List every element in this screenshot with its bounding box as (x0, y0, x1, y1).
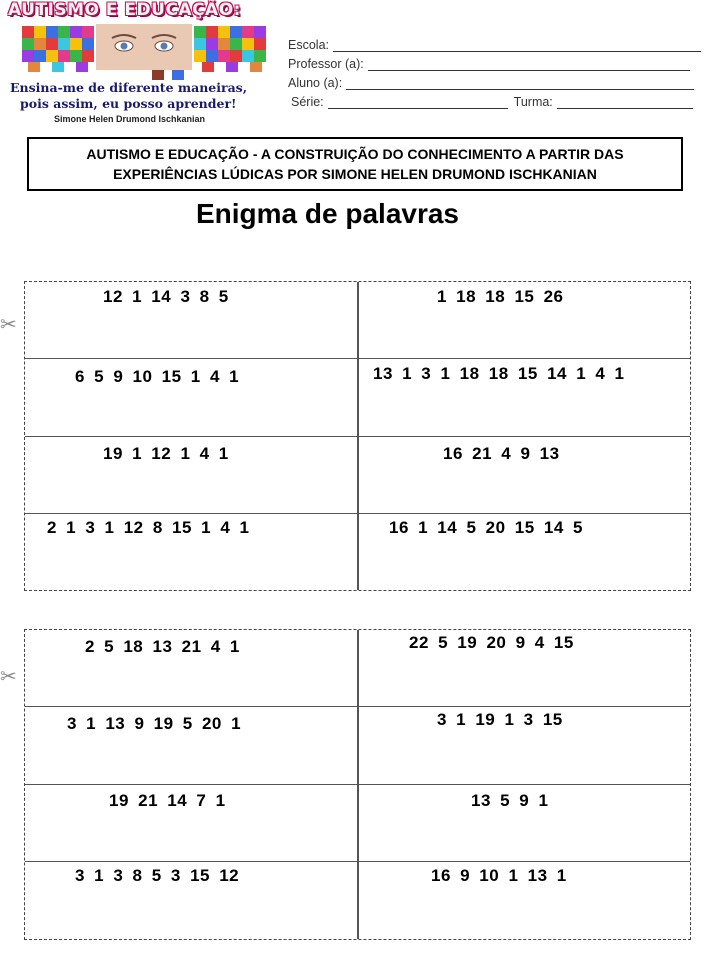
aluno-line[interactable] (346, 77, 694, 90)
professor-label: Professor (a): (288, 57, 364, 71)
cipher-card (24, 281, 691, 591)
cipher-code: 19 1 12 1 4 1 (103, 444, 229, 463)
cipher-card (24, 629, 691, 940)
title-banner (27, 137, 683, 191)
cipher-code: 3 1 3 8 5 3 15 12 (75, 866, 240, 885)
row-divider (25, 706, 690, 707)
cipher-code: 2 5 18 13 21 4 1 (85, 637, 240, 656)
serie-label: Série: (291, 95, 324, 109)
turma-label: Turma: (513, 95, 553, 109)
cipher-code: 16 9 10 1 13 1 (431, 866, 567, 885)
logo-author: Simone Helen Drumond Ischkanian (54, 114, 206, 124)
row-divider (25, 513, 690, 514)
scissors-icon: ✂ (0, 666, 17, 688)
logo-title: AUTISMO E EDUCAÇÃO: (8, 0, 241, 20)
cipher-code: 13 5 9 1 (471, 791, 549, 810)
page-title: Enigma de palavras (196, 198, 460, 229)
scissors-icon: ✂ (0, 314, 17, 336)
cipher-code: 22 5 19 20 9 4 15 (409, 633, 574, 652)
cipher-code: 6 5 9 10 15 1 4 1 (75, 367, 240, 386)
banner-line: AUTISMO E EDUCAÇÃO - A CONSTRUIÇÃO DO CONHECIMENTO A PARTIR DAS (86, 146, 624, 162)
cipher-code: 3 1 19 1 3 15 (437, 710, 563, 729)
professor-line[interactable] (368, 58, 690, 71)
logo-tagline: pois assim, eu posso aprender! (20, 96, 237, 111)
row-divider (25, 861, 690, 862)
professor-field[interactable] (288, 57, 690, 71)
row-divider (25, 784, 690, 785)
banner-line: EXPERIÊNCIAS LÚDICAS POR SIMONE HELEN DRUMOND ISCHKANIAN (113, 166, 597, 182)
serie-line[interactable] (328, 96, 508, 109)
escola-line[interactable] (333, 39, 701, 52)
logo-tagline: Ensina-me de diferente maneiras, (10, 80, 248, 95)
logo (4, 0, 282, 128)
cipher-code: 16 1 14 5 20 15 14 5 (389, 518, 583, 537)
cipher-code: 2 1 3 1 12 8 15 1 4 1 (47, 518, 250, 537)
escola-field[interactable] (288, 38, 701, 52)
row-divider (25, 358, 690, 359)
escola-label: Escola: (288, 38, 329, 52)
cipher-code: 3 1 13 9 19 5 20 1 (67, 714, 242, 733)
cipher-code: 12 1 14 3 8 5 (103, 287, 229, 306)
serie-turma-field[interactable] (291, 95, 693, 109)
cipher-code: 13 1 3 1 18 18 15 14 1 4 1 (373, 364, 625, 383)
turma-line[interactable] (557, 96, 693, 109)
aluno-label: Aluno (a): (288, 76, 343, 90)
cipher-code: 16 21 4 9 13 (443, 444, 560, 463)
puzzle-logo-art (12, 16, 282, 82)
row-divider (25, 436, 690, 437)
aluno-field[interactable] (288, 76, 694, 90)
cipher-code: 19 21 14 7 1 (109, 791, 226, 810)
cipher-code: 1 18 18 15 26 (437, 287, 564, 306)
